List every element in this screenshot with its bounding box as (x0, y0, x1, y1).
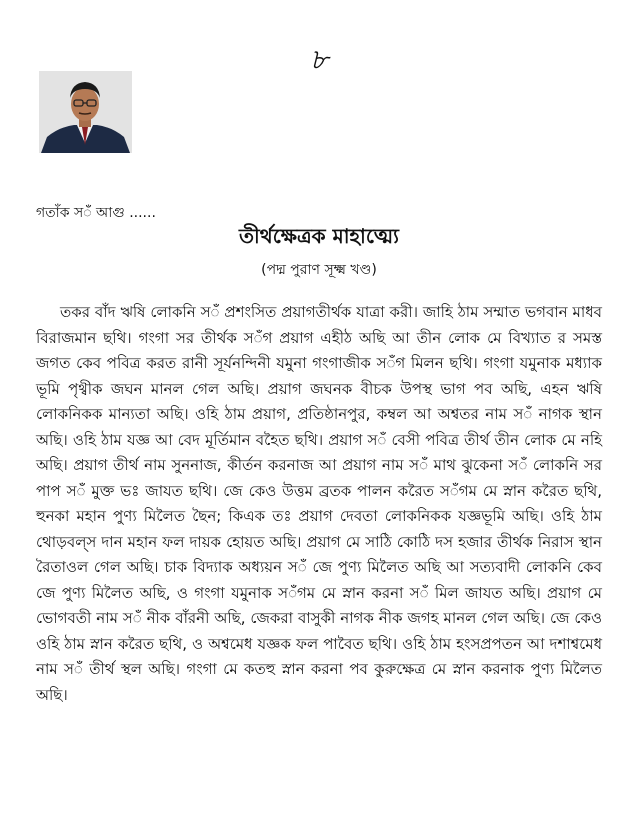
author-portrait-image (39, 71, 132, 153)
body-paragraph: তকর বাঁদ ঋষি লোকনি সँ প্রশংসিত প্রয়াগতীর্থক যাত্রা করী। জাহি ঠাম সম্মাত ভগবান মাধব বিরাজমান ছথি। গংগা সর তীর্থক সँগ প্রয়াগ এহীঠ অছি আ তীন লোক মে বিখ্যাত র সমস্ত জগত কেব পবিত্র করত রানী সূর্যনন্দিনী যমুনা গংগাজীক সँগ মিলন ছথি। গংগা যমুনাক মধ্যাক ভূমি পৃথ্বীক জঘন মানল গেল অছি। প্রয়াগ জঘনক বীচক উপস্থ ভাগ পব অছি, এহন ঋষি লোকনিকক মান্যতা অছি। ওহি ঠাম প্রয়াগ, প্রতিষ্ঠানপুর, কম্বল আ অশ্বতর নাম সँ নাগক স্থান অছি। ওহি ঠাম যজ্ঞ আ বেদ মূর্তিমান বহৈত ছথি। প্রয়াগ সँ বেসী পবিত্র তীর্থ তীন লোক মে নহি অছি। প্রয়াগ তীর্থ নাম সুননাজ, কীর্তন করনাজ আ প্রয়াগ নাম সँ মাথ ঝুকেনা সँ লোকনি সর পাপ সँ মুক্ত ভঃ জাযত ছথি। জে কেও উত্তম ব্রতক পালন করৈত সँগম মে স্নান করৈত ছথি, হুনকা মহান পুণ্য মিলৈত ছৈন; কিএক তঃ প্রয়াগ দেবতা লোকনিকক যজ্ঞভূমি অছি। ওহি ঠাম থোড়বল্স দান মহান ফল দায়ক হোয়ত অছি। প্রয়াগ মে সাঠি কোঠি দস হজার তীর্থক নিরাস স্থান রৈতাওল গেল অছি। চাক বিদ্যাক অধ্যয়ন সँ জে পুণ্য মিলৈত অছি আ সত্যবাদী লোকনি কেব জে পুণ্য মিলৈত অছি, ও গংগা যমুনাক সँগম মে স্নান করনা সँ মিল জাযত অছি। প্রয়াগ মে ভোগবতী নাম সँ নীক বাঁরনী অছি, জেকরা বাসুকী নাগক নীক জগহ মানল গেল অছি। জে কেও ওহি ঠাম স্নান করৈত ছথি, ও অশ্বমেধ যজ্ঞক ফল পাবৈত ছথি। ওহি ঠাম হংসপ্রপতন আ দশাশ্বমেধ নাম সँ তীর্থ স্থল অছি। গংগা মে কতহু স্নান করনা পব কুরুক্ষেত্র মে স্নান করনাক পুণ্য মিলৈত অছি। (36, 303, 602, 704)
page-number: ৮ (309, 43, 329, 76)
author-photo (39, 71, 132, 153)
article-subtitle: (পদ্ম পুরাণ সূক্ষ্ম খণ্ড) (261, 262, 377, 278)
continued-from-previous: গতাঁক সँ আগু ...... (36, 205, 156, 221)
article-title: তীর্থক্ষেত্রক মাহাত্ম্যে (239, 224, 399, 248)
